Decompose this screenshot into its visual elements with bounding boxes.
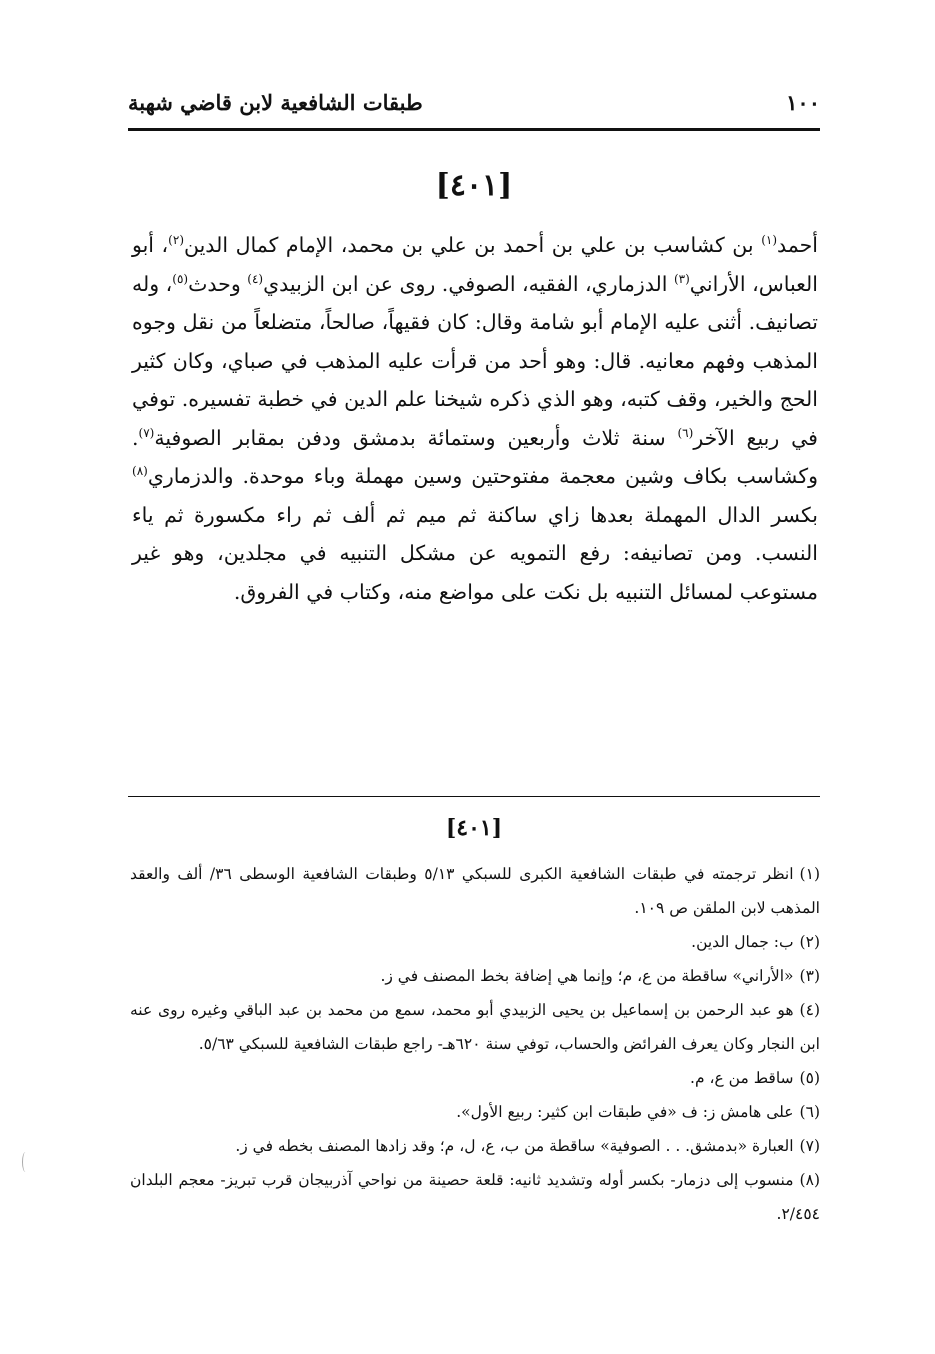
footnote-mark: (١) [799,865,820,883]
footnote-item [130,857,820,925]
book-title: طبقات الشافعية لابن قاضي شهبة [128,89,423,115]
footnote-mark: (٥) [799,1069,820,1087]
footnote-mark: (٦) [799,1103,820,1121]
footnote-entry-number: [٤٠١] [445,815,503,841]
footnote-text: العبارة «بدمشق. . . الصوفية» ساقطة من ب، ع، ل، م؛ وقد زادها المصنف بخطه في ز. [235,1137,794,1155]
text-segment: ، وله تصانيف. أثنى عليه الإمام أبو شامة وقال: كان فقيهاً، صالحاً، متضلعاً من نقل وجوه المذهب وفهم معانيه. قال: وهو أحد من قرأت عليه المذهب في صباي، وكان كثير الحج والخير، وقف كتبه، وهو الذي ذكره شيخنا علم الدين في خطبة تفسيره. توفي في ربيع الآخر [132,271,818,450]
footnotes-list [130,857,820,1231]
footnote-item [130,925,820,959]
text-segment: الدزماري، الفقيه، الصوفي. روى عن ابن الزبيدي [263,271,674,296]
footnote-mark: (٨) [799,1171,820,1189]
footnote-mark: (٤) [799,1001,820,1019]
footnote-text: منسوب إلى دزمار- بكسر أوله وتشديد ثانيه: قلعة حصينة من نواحي آذربيجان قرب تبريز- معجم البلدان ٢/٤٥٤. [130,1171,820,1223]
biography-paragraph [132,226,818,611]
text-segment: سنة ثلاث وأربعين وستمائة بدمشق ودفن بمقابر الصوفية [154,425,678,450]
text-segment: وحدث [188,271,248,296]
footnote-mark: (٧) [799,1137,820,1155]
text-segment: . وكشاسب بكاف وشين معجمة مفتوحتين وسين مهملة وباء موحدة. والدزماري [132,425,818,488]
footnote-ref: (٧) [138,425,155,440]
text-segment: ، أبو العباس، الأراني [132,233,818,296]
footnote-item [130,1163,820,1231]
footnote-text: هو عبد الرحمن بن إسماعيل بن يحيى الزبيدي أبو محمد، سمع من محمد بن عبد الباقي وغيره روى عنه ابن النجار وكان يعرف الفرائض والحساب، توفي سنة ٦٢٠هـ- راجع طبقات الشافعية للسبكي ٥/٦٣. [130,1001,820,1053]
footnote-mark: (٢) [799,933,820,951]
header-rule [128,128,820,131]
biography-text [132,226,818,611]
footnote-text: ب: جمال الدين. [691,933,794,951]
page-number: ١٠٠ [786,89,820,115]
text-segment: بكسر الدال المهملة بعدها زاي ساكنة ثم ميم ثم ألف ثم راء مكسورة ثم ياء النسب. ومن تصانيفه: رفع التمويه عن مشكل التنبيه في مجلدين، وهو غير مستوعب لمسائل التنبيه بل نكت على مواضع منه، وكتاب في الفروق. [132,502,818,604]
footnote-ref: (٢) [168,233,184,248]
footnote-ref: (٣) [673,271,690,286]
footnote-text: ساقط من ع، م. [690,1069,794,1087]
margin-mark [22,1152,29,1172]
entry-number: [٤٠١] [435,168,513,203]
text-segment: بن كشاسب بن علي بن أحمد بن علي بن محمد، الإمام كمال الدين [184,233,762,257]
footnote-item [130,1095,820,1129]
footnote-item [130,1129,820,1163]
footnote-mark: (٣) [799,967,820,985]
footnote-item [130,993,820,1061]
footnote-ref: (٦) [677,425,694,440]
footnote-text: «الأراني» ساقطة من ع، م؛ وإنما هي إضافة بخط المصنف في ز. [380,967,794,985]
footnote-rule [128,796,820,797]
running-head [128,82,820,122]
footnote-ref: (١) [761,233,778,248]
footnote-ref: (٤) [247,271,264,286]
footnote-ref: (٥) [172,271,189,286]
footnote-text: على هامش ز: ف «في طبقات ابن كثير: ربيع الأول». [456,1103,794,1121]
footnote-text: انظر ترجمته في طبقات الشافعية الكبرى للسبكي ٥/١٣ وطبقات الشافعية الوسطى ٣٦/ ألف والعقد المذهب لابن الملقن ص ١٠٩. [130,865,820,917]
footnote-item [130,959,820,993]
footnote-ref: (٨) [132,464,148,479]
footnote-item [130,1061,820,1095]
text-segment: أحمد [777,233,818,257]
